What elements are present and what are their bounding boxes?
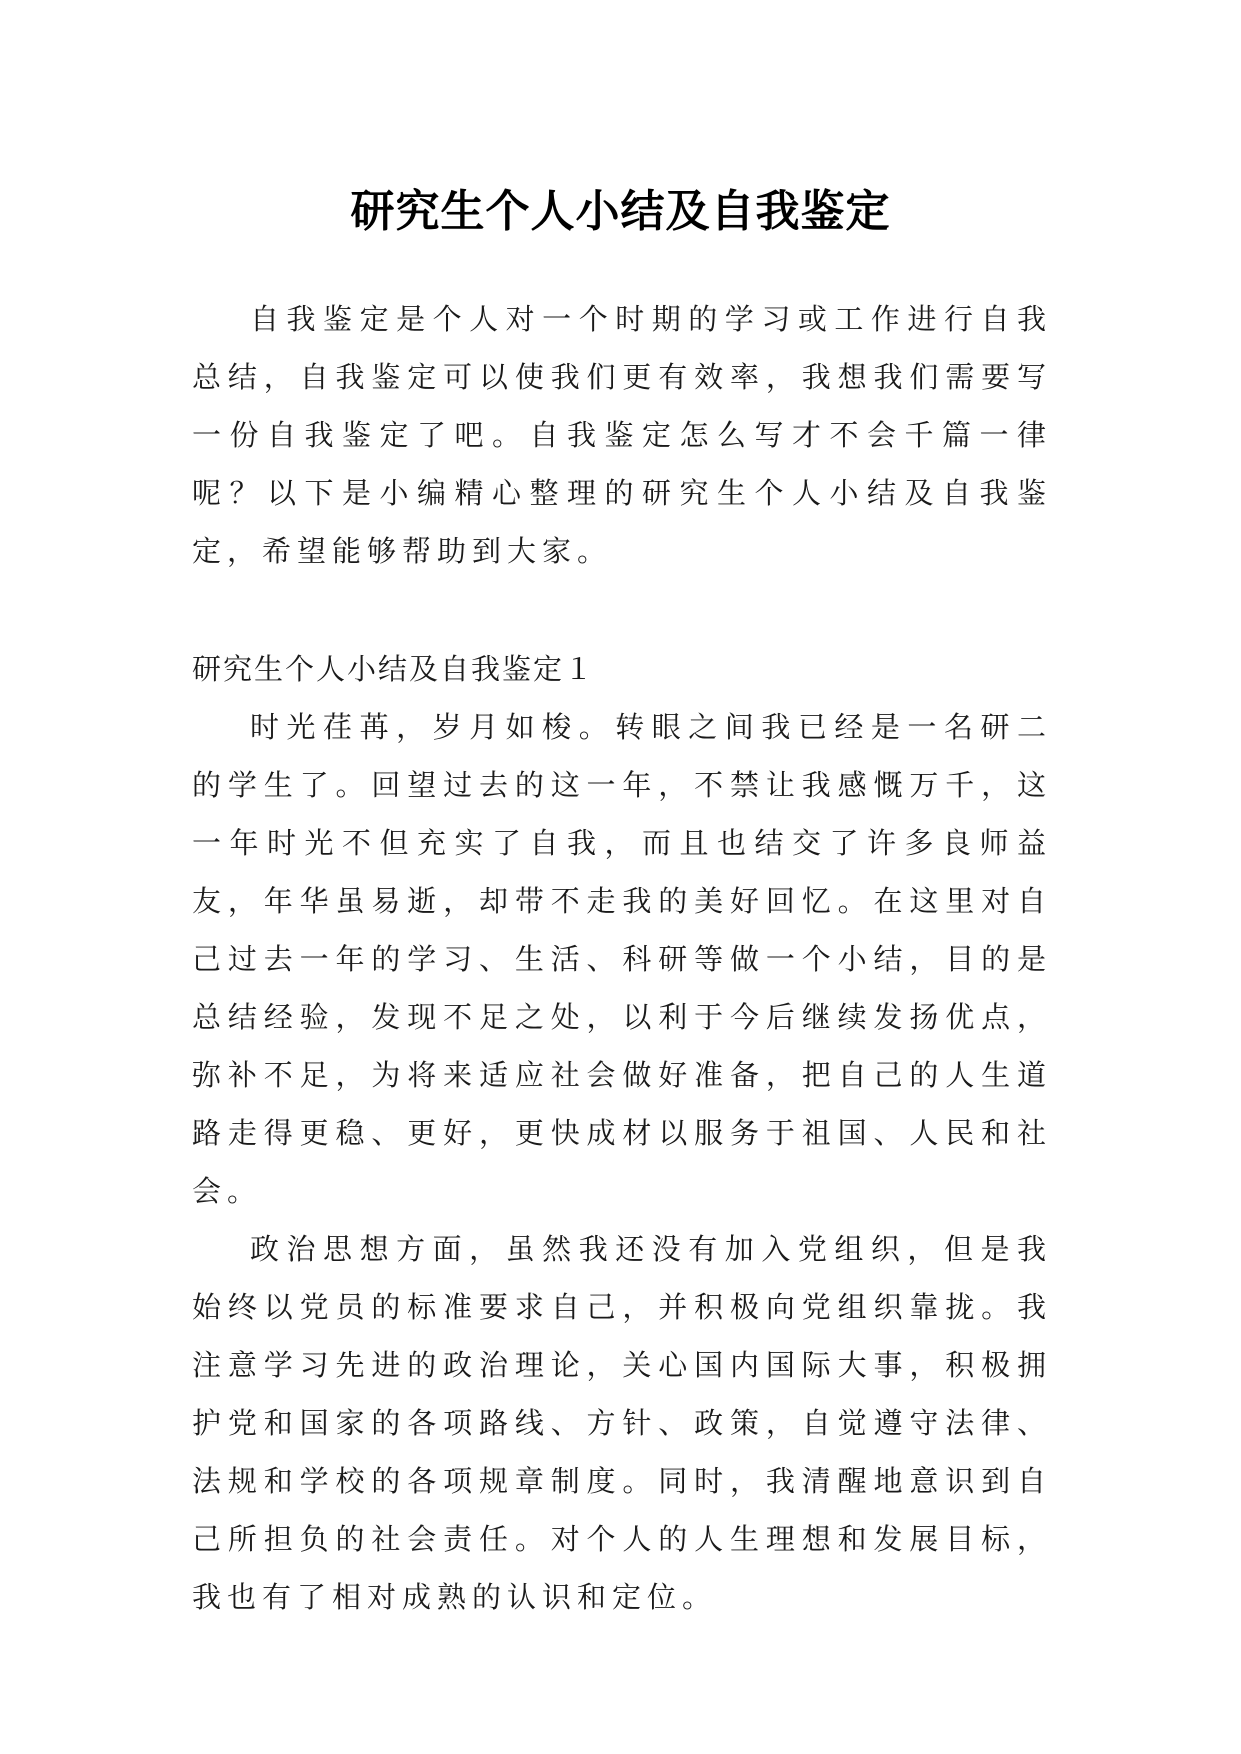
intro-paragraph: 自我鉴定是个人对一个时期的学习或工作进行自我总结，自我鉴定可以使我们更有效率，我想我们需要写一份自我鉴定了吧。自我鉴定怎么写才不会千篇一律呢？以下是小编精心整理的研究生个人小结及自我鉴定，希望能够帮助到大家。 xyxy=(192,302,1052,568)
section-body xyxy=(192,698,1052,1626)
section-heading: 研究生个人小结及自我鉴定１ xyxy=(192,652,596,686)
document-title: 研究生个人小结及自我鉴定 xyxy=(350,186,891,238)
intro-section xyxy=(192,290,1052,580)
body-paragraph: 政治思想方面，虽然我还没有加入党组织，但是我始终以党员的标准要求自己，并积极向党组织靠拢。我注意学习先进的政治理论，关心国内国际大事，积极拥护党和国家的各项路线、方针、政策，自觉遵守法律、法规和学校的各项规章制度。同时，我清醒地意识到自己所担负的社会责任。对个人的人生理想和发展目标，我也有了相对成熟的认识和定位。 xyxy=(192,1232,1052,1614)
body-paragraph: 时光荏苒，岁月如梭。转眼之间我已经是一名研二的学生了。回望过去的这一年，不禁让我感慨万千，这一年时光不但充实了自我，而且也结交了许多良师益友，年华虽易逝，却带不走我的美好回忆。在这里对自己过去一年的学习、生活、科研等做一个小结，目的是总结经验，发现不足之处，以利于今后继续发扬优点，弥补不足，为将来适应社会做好准备，把自己的人生道路走得更稳、更好，更快成材以服务于祖国、人民和社会。 xyxy=(192,710,1052,1208)
